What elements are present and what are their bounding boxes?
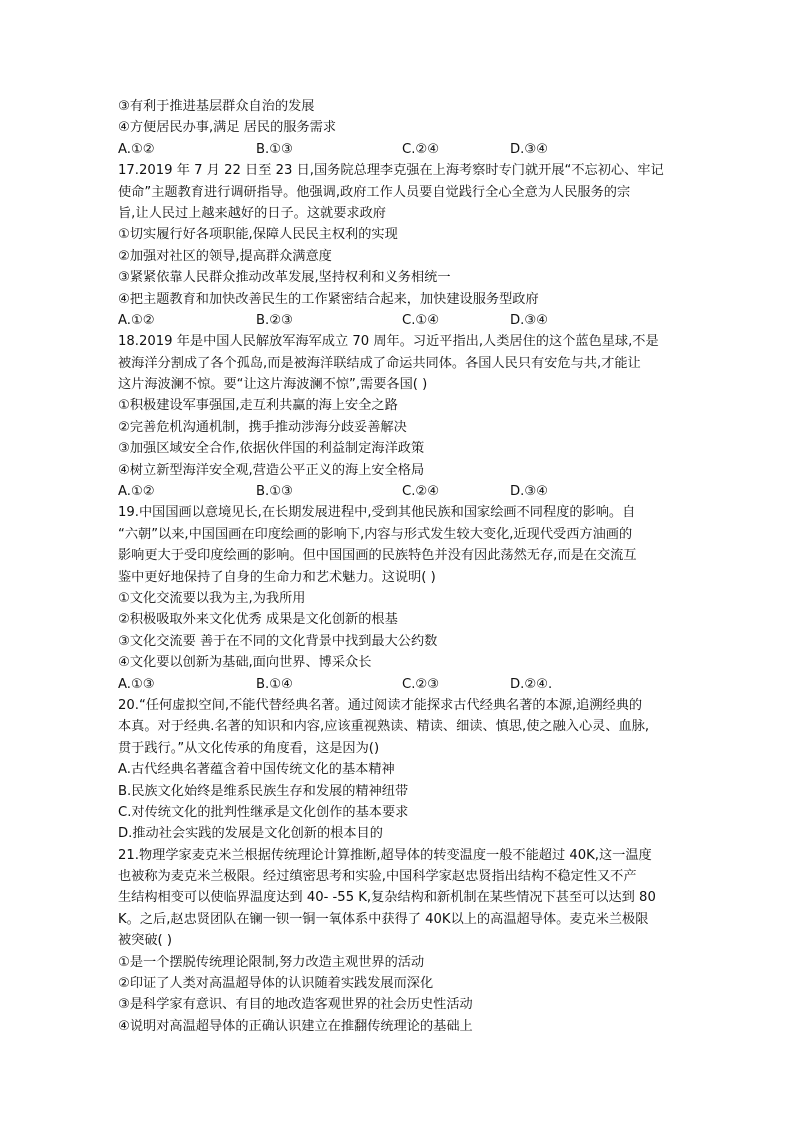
q17-statement-4: ④把主题教育和加快改善民生的工作紧密结合起来，加快建设服务型政府: [118, 291, 539, 307]
q17-option-a: A.①②: [118, 312, 155, 328]
q17-stem-line-3: 旨,让人民过上越来越好的日子。这就要求政府: [118, 205, 386, 221]
q19-option-c: C.②③: [402, 676, 440, 692]
q16-option-a: A.①②: [118, 141, 155, 157]
q21-statement-2: ②印证了人类对高温超导体的认识随着实践发展而深化: [118, 976, 434, 992]
q17-option-d: D.③④: [510, 312, 548, 328]
q21-stem-line-1: 21.物理学家麦克米兰根据传统理论计算推断,超导体的转变温度一般不能超过 40K,这一温度: [118, 847, 652, 863]
q16-options: [118, 139, 684, 160]
exam-page: [118, 96, 684, 1037]
q21-statement-3: ③是科学家有意识、有目的地改造客观世界的社会历史性活动: [118, 997, 473, 1013]
q20-option-d: D.推动社会实践的发展是文化创新的根本目的: [118, 826, 383, 842]
q17-stem-line-2: 使命”主题教育进行调研指导。他强调,政府工作人员要自觉践行全心全意为人民服务的宗: [118, 184, 631, 200]
q18-option-d: D.③④: [510, 484, 548, 500]
q18-statement-4: ④树立新型海洋安全观,营造公平正义的海上安全格局: [118, 462, 425, 478]
q20-stem-line-1: 20.“任何虚拟空间,不能代替经典名著。通过阅读才能探求古代经典名著的本源,追溯经典的: [118, 697, 643, 713]
q16-option-c: C.②④: [402, 141, 440, 157]
q21-stem-line-2: 也被称为麦克米兰极限。经过缜密思考和实验,中国科学家赵忠贤指出结构不稳定性又不产: [118, 869, 637, 885]
q17-statement-1: ①切实履行好各项职能,保障人民民主权利的实现: [118, 227, 398, 243]
q17-option-c: C.①④: [402, 312, 440, 328]
q21-statement-1: ①是一个摆脱传统理论限制,努力改造主观世界的活动: [118, 954, 425, 970]
q17-statement-2: ②加强对社区的领导,提高群众满意度: [118, 248, 332, 264]
q18-statement-1: ①积极建设军事强国,走互利共赢的海上安全之路: [118, 398, 398, 414]
q18-statement-2: ②完善危机沟通机制，携手推动涉海分歧妥善解决: [118, 419, 407, 435]
q19-statement-2: ②积极吸取外来文化优秀 成果是文化创新的根基: [118, 612, 398, 628]
q18-option-c: C.②④: [402, 484, 440, 500]
q20-stem-line-3: 贯于践行。”从文化传承的角度看，这是因为(): [118, 740, 380, 756]
q17-stem-line-1: 17.2019 年 7 月 22 日至 23 日,国务院总理李克强在上海考察时专门就开展“不忘初心、牢记: [118, 163, 664, 179]
q19-stem-line-2: “六朝”以来,中国国画在印度绘画的影响下,内容与形式发生较大变化,近现代受西方油画的: [118, 526, 633, 542]
q20-option-a: A.古代经典名著蕴含着中国传统文化的基本精神: [118, 762, 395, 778]
q18-stem-line-3: 这片海波澜不惊。要“让这片海波澜不惊”,需要各国( ): [118, 377, 428, 393]
q16-option-b: B.①③: [256, 141, 293, 157]
q19-stem-line-3: 影响更大于受印度绘画的影响。但中国国画的民族特色并没有因此荡然无存,而是在交流互: [118, 548, 637, 564]
q18-stem-line-2: 被海洋分割成了各个孤岛,而是被海洋联结成了命运共同体。各国人民只有安危与共,才能让: [118, 355, 641, 371]
q20-option-c: C.对传统文化的批判性继承是文化创作的基本要求: [118, 804, 409, 820]
q19-statement-1: ①文化交流要以我为主,为我所用: [118, 590, 306, 606]
q18-statement-3: ③加强区域安全合作,依据伙伴国的利益制定海洋政策: [118, 441, 425, 457]
q18-option-b: B.①③: [256, 484, 293, 500]
q18-stem-line-1: 18.2019 年是中国人民解放军海军成立 70 周年。习近平指出,人类居住的这个蓝色星球,不是: [118, 334, 659, 350]
q19-option-b: B.①④: [256, 676, 293, 692]
q19-statement-3: ③文化交流要 善于在不同的文化背景中找到最大公约数: [118, 633, 438, 649]
q19-stem-line-4: 鉴中更好地保持了自身的生命力和艺术魅力。这说明( ): [118, 569, 436, 585]
q21-stem-line-4: K。之后,赵忠贤团队在镧一钡一铜一氧体系中获得了 40K以上的高温超导体。麦克米兰极限: [118, 911, 649, 927]
q21-stem-line-3: 生结构相变可以使临界温度达到 40- -55 K,复杂结构和新机制在某些情况下甚至可以达到 80: [118, 890, 656, 906]
q18-option-a: A.①②: [118, 484, 155, 500]
q19-options: [118, 674, 684, 695]
q18-options: [118, 481, 684, 502]
q16-statement-3: ③有利于推进基层群众自治的发展: [118, 99, 315, 114]
q16-option-d: D.③④: [510, 141, 548, 157]
q17-option-b: B.②③: [256, 312, 293, 328]
q20-option-b: B.民族文化始终是维系民族生存和发展的精神纽带: [118, 783, 409, 799]
q20-stem-line-2: 本真。对于经典.名著的知识和内容,应该重视熟读、精读、细读、慎思,使之融入心灵、血脉,: [118, 719, 650, 735]
q21-stem-line-5: 被突破( ): [118, 933, 173, 949]
q19-statement-4: ④文化要以创新为基础,面向世界、博采众长: [118, 655, 372, 671]
q21-statement-4: ④说明对高温超导体的正确认识建立在推翻传统理论的基础上: [118, 1018, 473, 1034]
q16-statement-4: ④方便居民办事,满足 居民的服务需求: [118, 120, 337, 136]
q17-statement-3: ③紧紧依靠人民群众推动改革发展,坚持权利和义务相统一: [118, 270, 451, 286]
q19-option-d: D.②④.: [510, 676, 553, 692]
q19-option-a: A.①③: [118, 676, 155, 692]
q17-options: [118, 310, 684, 331]
q19-stem-line-1: 19.中国国画以意境见长,在长期发展进程中,受到其他民族和国家绘画不同程度的影响。自: [118, 505, 636, 521]
